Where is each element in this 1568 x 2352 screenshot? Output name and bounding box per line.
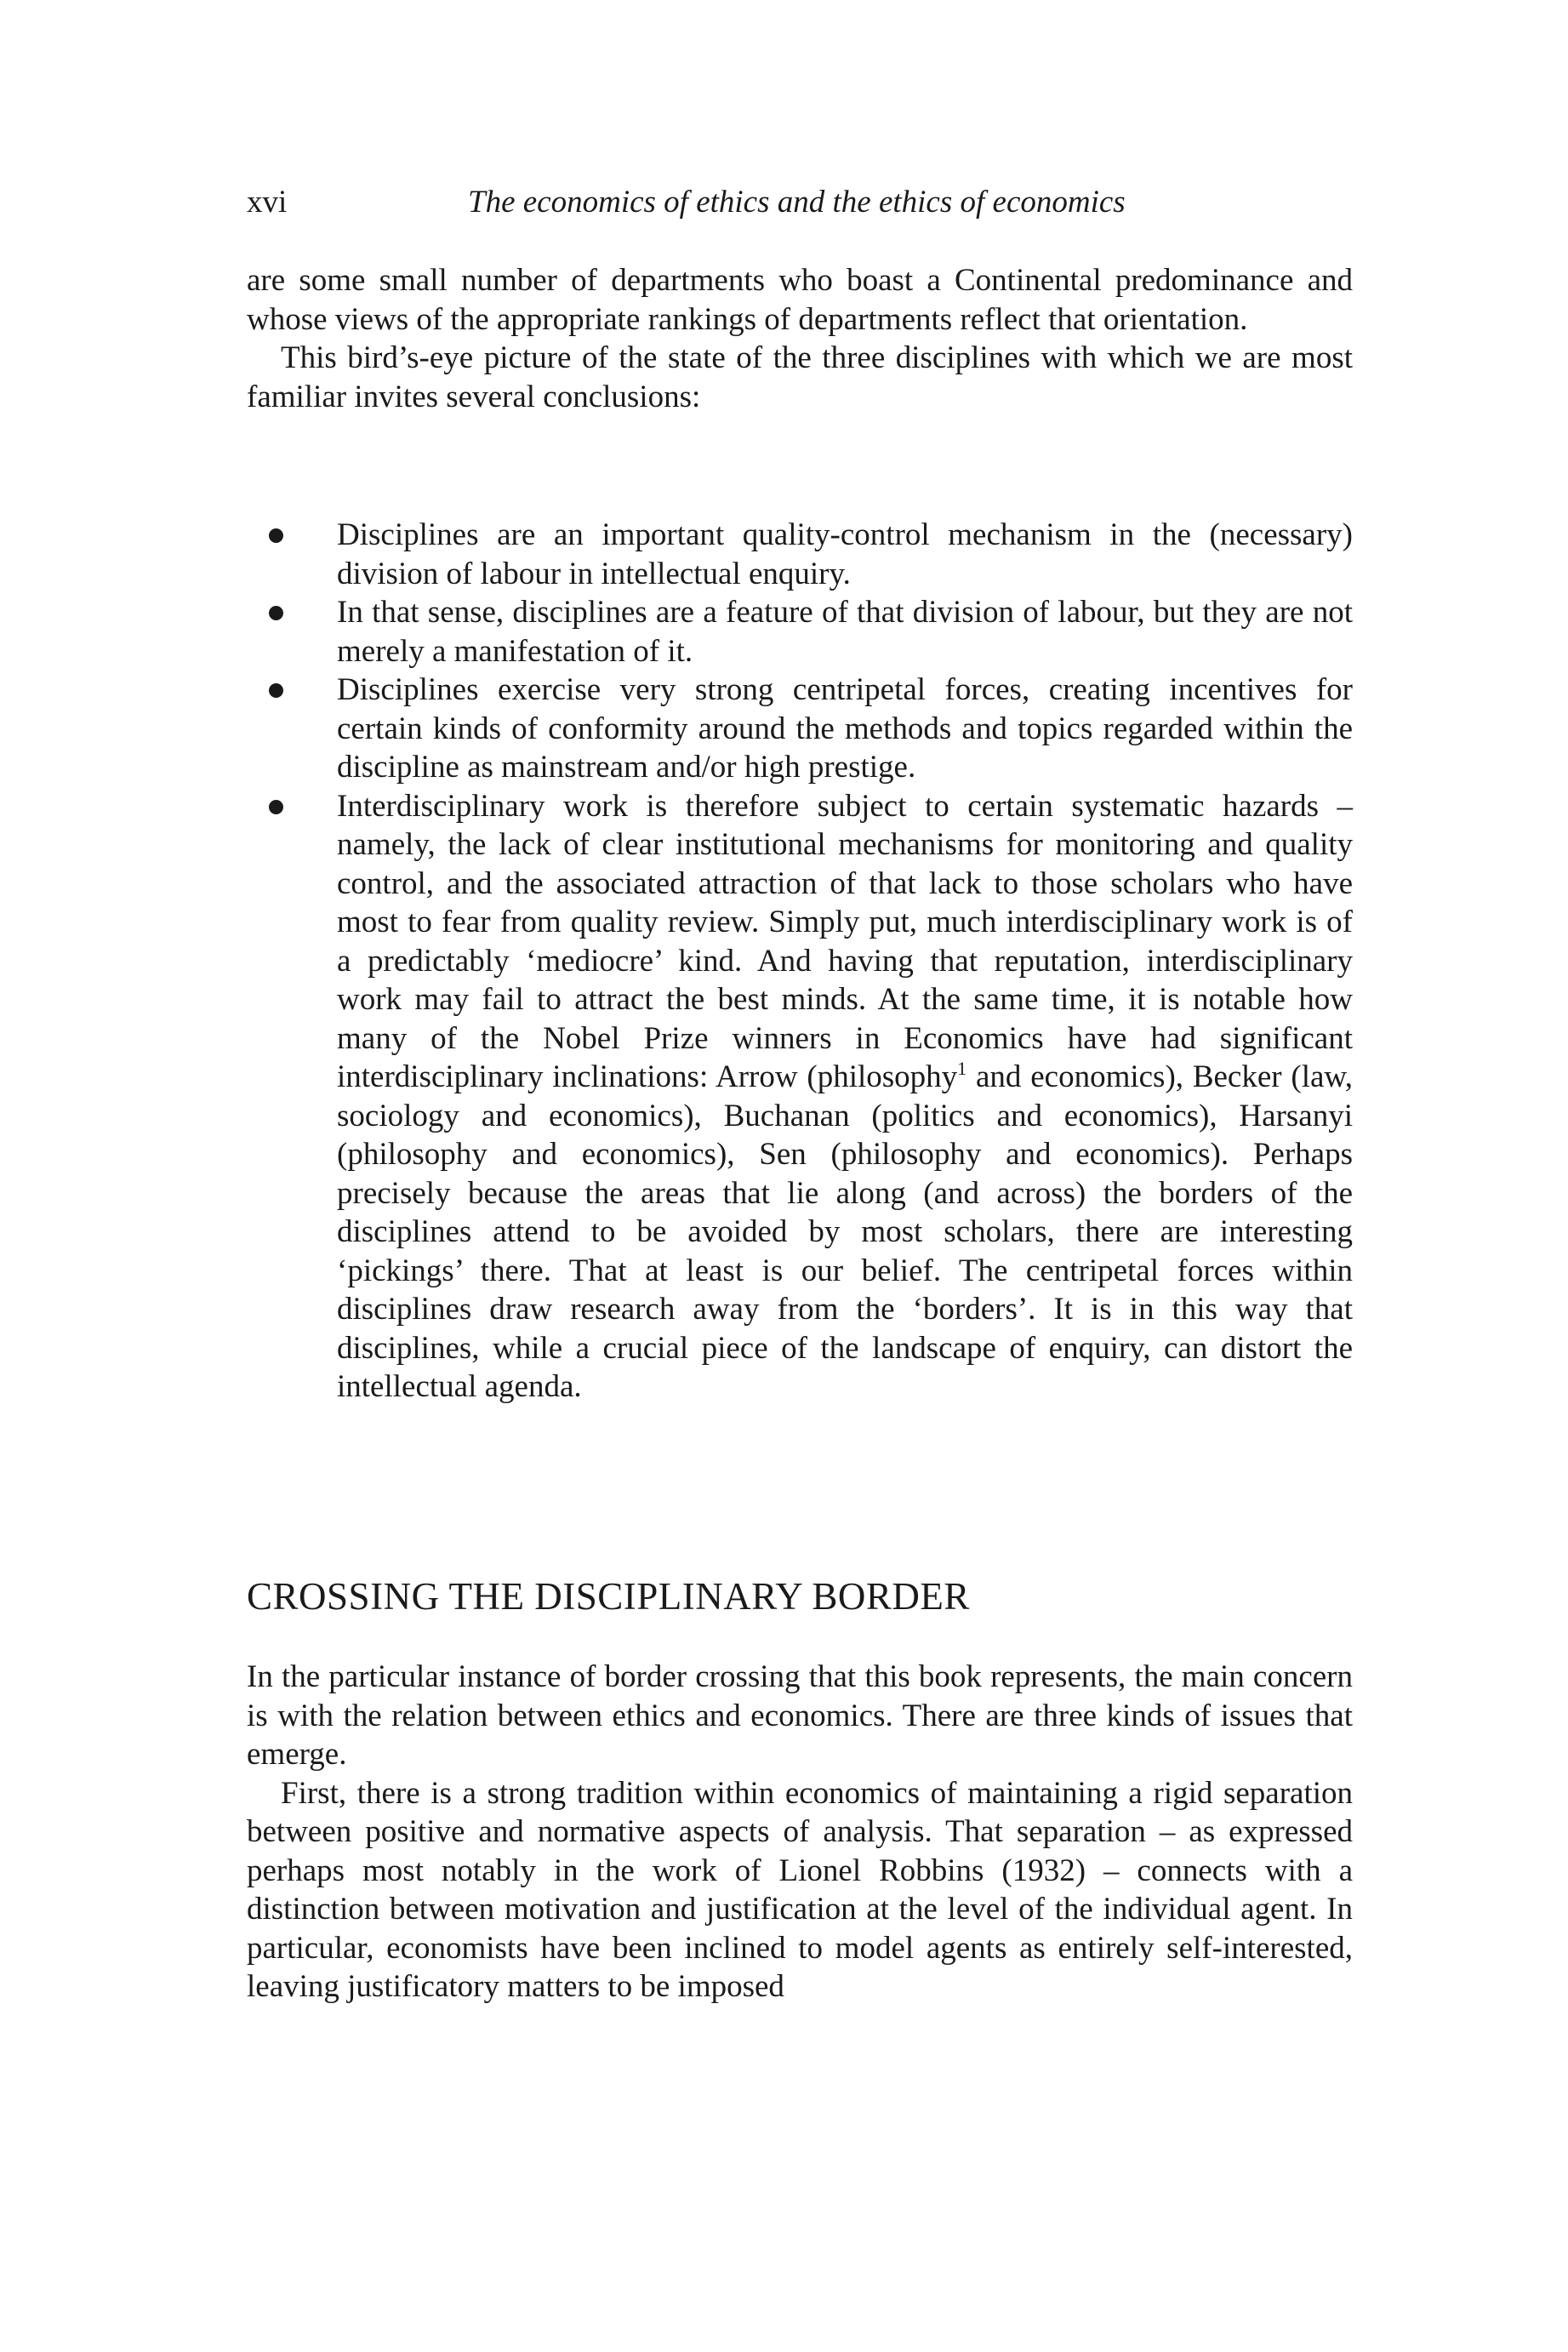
running-title: The economics of ethics and the ethics of economics xyxy=(468,185,1126,220)
bullet-icon xyxy=(269,683,283,698)
bullet-icon xyxy=(269,528,283,543)
list-item xyxy=(247,671,1353,787)
section-body xyxy=(247,1658,1353,2007)
section-heading: CROSSING THE DISCIPLINARY BORDER xyxy=(247,1575,970,1618)
conclusions-list-block xyxy=(247,516,1353,1407)
list-item-text: Disciplines exercise very strong centripetal forces, creating incentives for certain kinds of conformity around the methods and topics regarded within the discipline as mainstream and/or high prestige. xyxy=(337,672,1353,785)
list-item-text: In that sense, disciplines are a feature of that division of labour, but they are not merely a manifestation of it. xyxy=(337,595,1353,669)
list-item-text-continued: and economics), Becker (law, sociology and economics), Buchanan (politics and economics), Harsanyi (philosophy and economics), Sen (philosophy and economics). Perhaps precisely because the areas that lie along (and across) the borders of the disciplines attend to be avoided by most scholars, there are interesting ‘pickings’ there. That at least is our belief. The centripetal forces within disciplines draw research away from the ‘borders’. It is in this way that disciplines, while a crucial piece of the landscape of enquiry, can distort the intellectual agenda. xyxy=(337,1059,1353,1404)
section-paragraph-2: First, there is a strong tradition within economics of maintaining a rigid separation between positive and normative aspects of analysis. That separation – as expressed perhaps most notably in the work of Lionel Robbins (1932) – connects with a distinction between motivation and justification at the level of the individual agent. In particular, economists have been inclined to model agents as entirely self-interested, leaving justificatory matters to be imposed xyxy=(247,1775,1353,2004)
list-item-text: Disciplines are an important quality-control mechanism in the (necessary) division of labour in intellectual enquiry. xyxy=(337,517,1353,591)
footnote-marker: 1 xyxy=(957,1058,967,1079)
conclusions-list xyxy=(247,516,1353,1407)
intro-text xyxy=(247,261,1353,416)
running-head xyxy=(247,177,1353,228)
list-item xyxy=(247,516,1353,593)
list-item xyxy=(247,593,1353,671)
page-number: xvi xyxy=(247,185,288,220)
list-item xyxy=(247,787,1353,1407)
continuation-paragraph: are some small number of departments who boast a Continental predominance and whose views of the appropriate rankings of departments reflect that orientation. xyxy=(247,263,1353,337)
list-item-text: Interdisciplinary work is therefore subject to certain systematic hazards – namely, the lack of clear institutional mechanisms for monitoring and quality control, and the associated attraction of that lack to those scholars who have most to fear from quality review. Simply put, much interdisciplinary work is of a predictably ‘mediocre’ kind. And having that reputation, interdisciplinary work may fail to attract the best minds. At the same time, it is notable how many of the Nobel Prize winners in Economics have had significant interdisciplinary inclinations: Arrow (philosophy xyxy=(337,788,1353,1094)
conclusions-intro-paragraph: This bird’s-eye picture of the state of the three disciplines with which we are most familiar invites several conclusions: xyxy=(247,340,1353,414)
bullet-icon xyxy=(269,800,283,814)
bullet-icon xyxy=(269,606,283,620)
section-paragraph-1: In the particular instance of border crossing that this book represents, the main concern is with the relation between ethics and economics. There are three kinds of issues that emerge. xyxy=(247,1659,1353,1772)
